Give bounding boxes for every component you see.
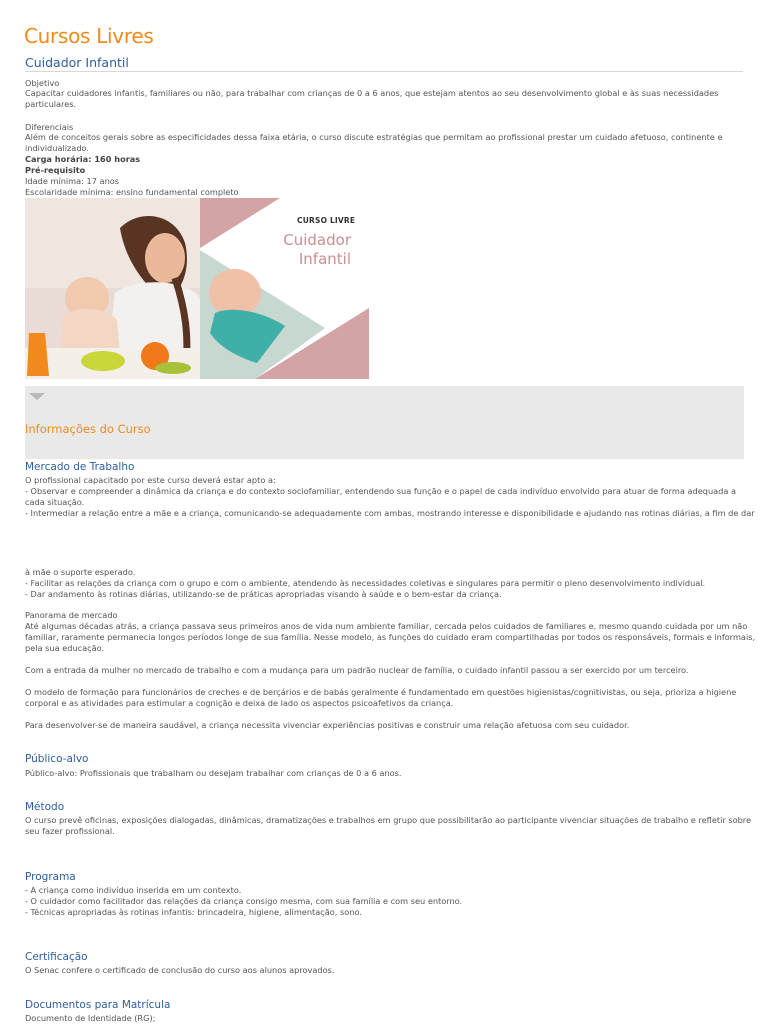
mercado-title: Mercado de Trabalho: [25, 461, 135, 473]
certificacao-text: O Senac confere o certificado de conclusão do curso aos alunos aprovados.: [25, 965, 335, 975]
panorama-text: Até algumas décadas atrás, a criança passava seus primeiros anos de vida num ambiente familiar, cercada pelos cuidados de familiares e, mesmo quando cuidada por um não familiar, raramente permanecia longos períodos longe de sua família. Nesse modelo, as funções do cuidado eram compartilhadas por todos os responsáveis, formais e informais, pela sua educação.: [25, 621, 756, 653]
publico-text: Público-alvo: Profissionais que trabalham ou desejam trabalhar com crianças de 0 a 6 anos.: [25, 768, 402, 778]
title-divider: [25, 71, 743, 72]
documentos-text: Documento de Identidade (RG);: [25, 1013, 156, 1023]
page-title: Cursos Livres: [24, 24, 154, 48]
banner-kicker: CURSO LIVRE: [297, 216, 356, 225]
mercado-text-1: O profissional capacitado por este curso deverá estar apto a: - Observar e compreender a dinâmica da criança e do contexto sociofamiliar, entendendo sua função e o papel de cada indivíduo envolvido para atuar de forma adequada a cada situação. - Intermediar a relação entre a mãe e a criança, comunicando-se adequadamente com ambas, mostrando interesse e disponibilidade e ajudando nas rotinas diárias, a fim de dar: [25, 475, 755, 518]
idade-minima: Idade mínima: 17 anos: [25, 176, 120, 186]
documentos-title: Documentos para Matrícula: [25, 999, 171, 1011]
panorama-label: Panorama de mercado: [25, 610, 118, 620]
objetivo-label: Objetivo: [25, 78, 60, 88]
course-title: Cuidador Infantil: [25, 55, 129, 70]
carga-horaria: Carga horária: 160 horas: [25, 154, 141, 164]
mercado-paragraph-2: Com a entrada da mulher no mercado de trabalho e com a mudança para um padrão nuclear de família, o cuidado infantil passou a ser exercido por um terceiro.: [25, 665, 689, 675]
mercado-paragraph-3: O modelo de formação para funcionários de creches e de berçários e de babás geralmente é fundamentado em questões higienistas/cognitivistas, ou seja, prioriza a higiene corporal e as atividades para estimular a cognição e deixa de lado os aspectos psicoafetivos da criança.: [25, 687, 737, 708]
banner-illustration: [25, 198, 369, 379]
publico-title: Público-alvo: [25, 753, 89, 765]
objetivo-text: Capacitar cuidadores infantis, familiares ou não, para trabalhar com crianças de 0 a 6 anos, que estejam atentos ao seu desenvolvimento global e às suas necessidades particulares.: [25, 88, 719, 109]
banner-title-line2: Infantil: [298, 250, 351, 268]
expand-triangle-icon[interactable]: [29, 393, 45, 400]
certificacao-title: Certificação: [25, 951, 88, 963]
mercado-paragraph-4: Para desenvolver-se de maneira saudável, a criança necessita vivenciar experiências positivas e construir uma relação afetuosa com seu cuidador.: [25, 720, 630, 730]
info-bar-title[interactable]: Informações do Curso: [25, 422, 151, 436]
metodo-title: Método: [25, 801, 65, 813]
programa-title: Programa: [25, 871, 76, 883]
escolaridade-minima: Escolaridade mínima: ensino fundamental completo: [25, 187, 239, 197]
pre-requisito-label: Pré-requisito: [25, 165, 86, 175]
metodo-text: O curso prevê oficinas, exposições dialogadas, dinâmicas, dramatizações e trabalhos em grupo que possibilitarão ao participante vivenciar situações de trabalho e refletir sobre seu fazer profissional.: [25, 815, 752, 836]
diferenciais-label: Diferenciais: [25, 122, 74, 132]
mercado-text-2: à mãe o suporte esperado. - Facilitar as relações da criança com o grupo e com o ambiente, atendendo às necessidades coletivas e singulares para permitir o pleno desenvolvimento individual. - Dar andamento às rotinas diárias, utilizando-se de práticas apropriadas visando à saúde e o bem-estar da criança.: [25, 567, 706, 599]
course-banner: [25, 198, 369, 379]
programa-text: - A criança como indivíduo inserida em um contexto. - O cuidador como facilitador das relações da criança consigo mesma, com sua família e com seu entorno. - Técnicas apropriadas às rotinas infantis: brincadeira, higiene, alimentação, sono.: [25, 885, 463, 917]
diferenciais-text: Além de conceitos gerais sobre as especificidades dessa faixa etária, o curso discute estratégias que permitam ao profissional prestar um cuidado afetuoso, continente e individualizado.: [25, 132, 723, 153]
banner-title-line1: Cuidador: [283, 231, 351, 249]
